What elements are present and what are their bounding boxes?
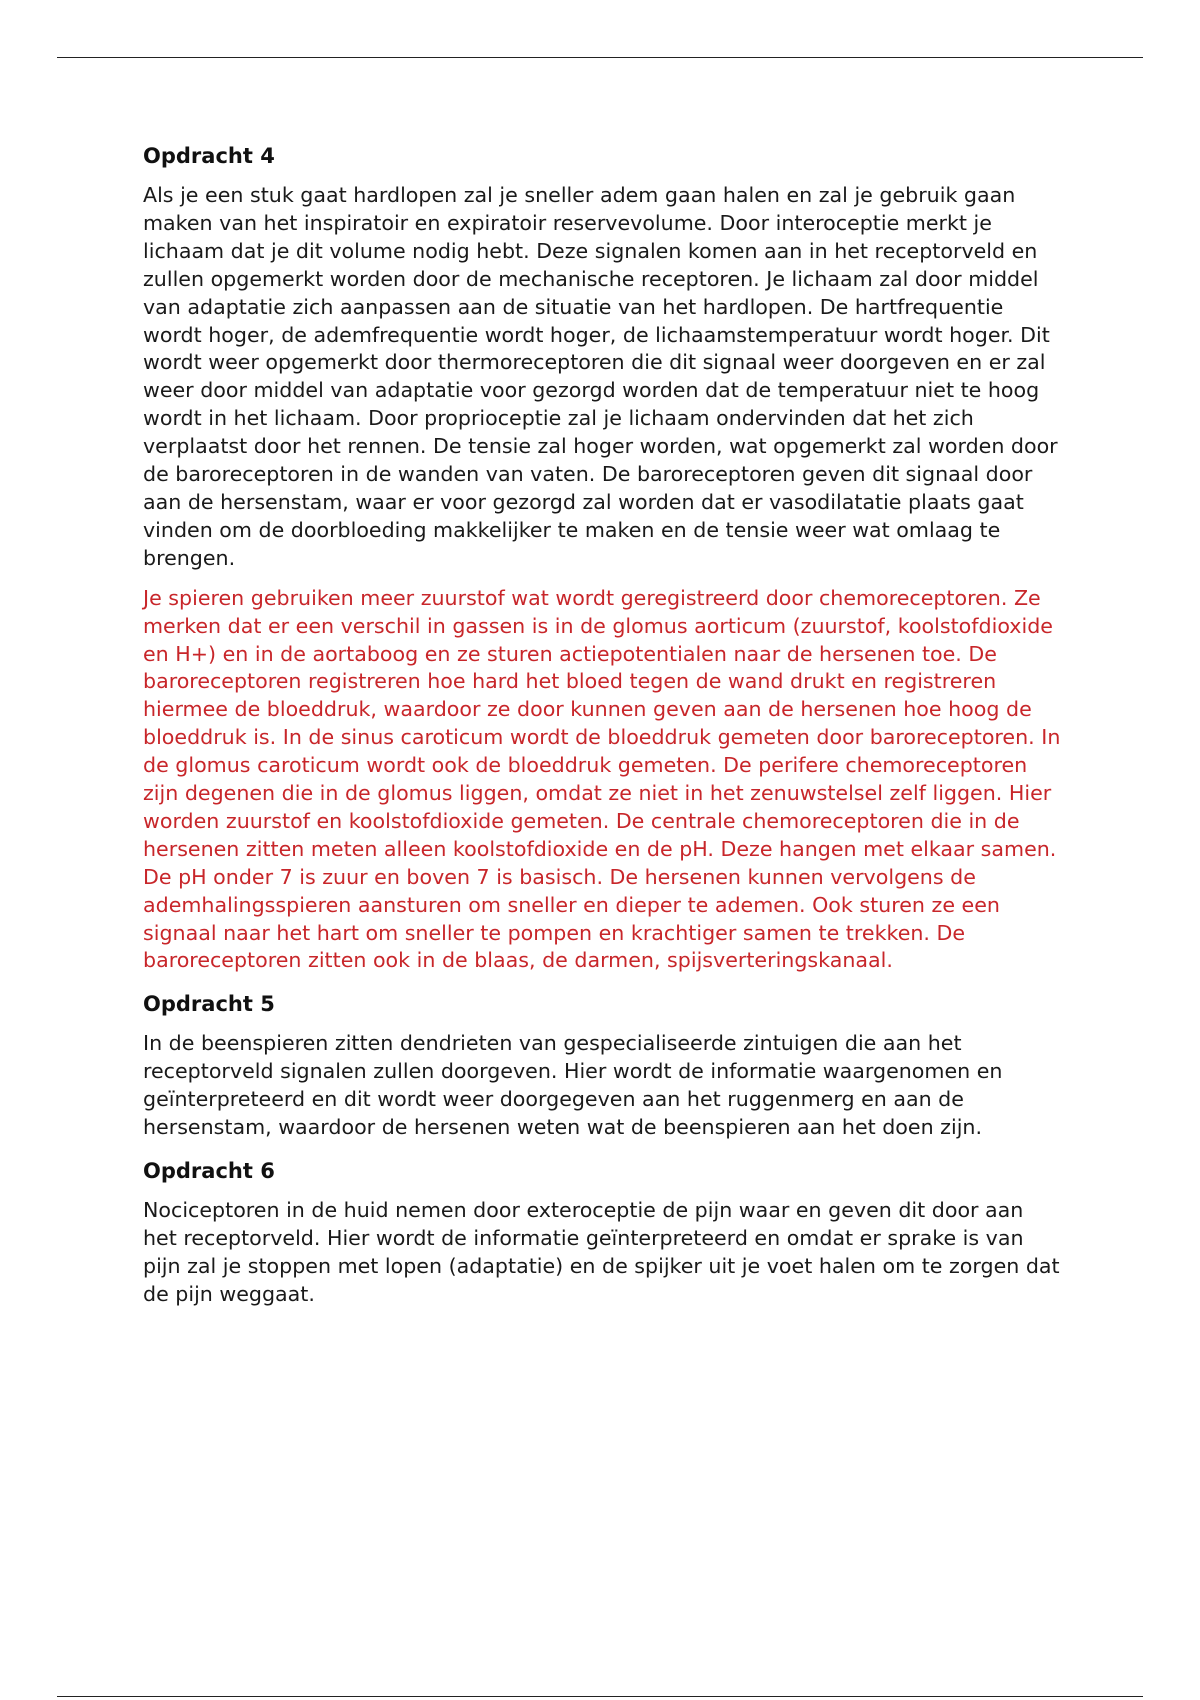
bottom-horizontal-rule	[57, 1696, 1143, 1697]
section-heading: Opdracht 5	[143, 992, 275, 1017]
body-paragraph: Nociceptoren in de huid nemen door exteroceptie de pijn waar en geven dit door aan het receptorveld. Hier wordt de informatie geïnterpreteerd en omdat er sprake is van pijn zal je stoppen met lopen (adaptatie) en de spijker uit je voet halen om te zorgen dat de pijn weggaat.	[143, 1198, 1060, 1306]
red-annotation-paragraph: Je spieren gebruiken meer zuurstof wat wordt geregistreerd door chemoreceptoren. Ze merken dat er een verschil in gassen is in de glomus aorticum (zuurstof, koolstofdioxide en H+) en in de aortaboog en ze sturen actiepotentialen naar de hersenen toe. De baroreceptoren registreren hoe hard het bloed tegen de wand drukt en registreren hiermee de bloeddruk, waardoor ze door kunnen geven aan de hersenen hoe hoog de bloeddruk is. In de sinus caroticum wordt de bloeddruk gemeten door baroreceptoren. In de glomus caroticum wordt ook de bloeddruk gemeten. De perifere chemoreceptoren zijn degenen die in de glomus liggen, omdat ze niet in het zenuwstelsel zelf liggen. Hier worden zuurstof en koolstofdioxide gemeten. De centrale chemoreceptoren die in de hersenen zitten meten alleen koolstofdioxide en de pH. Deze hangen met elkaar samen. De pH onder 7 is zuur en boven 7 is basisch. De hersenen kunnen vervolgens de ademhalingsspieren aansturen om sneller en dieper te ademen. Ook sturen ze een signaal naar het hart om sneller te pompen en krachtiger samen te trekken. De baroreceptoren zitten ook in de blaas, de darmen, spijsverteringskanaal.	[143, 585, 1061, 973]
section-opdracht-4	[143, 139, 1063, 975]
body-paragraph: In de beenspieren zitten dendrieten van gespecialiseerde zintuigen die aan het receptorveld signalen zullen doorgeven. Hier wordt de informatie waargenomen en geïnterpreteerd en dit wordt weer doorgegeven aan het ruggenmerg en aan de hersenstam, waardoor de hersenen weten wat de beenspieren aan het doen zijn.	[143, 1031, 1003, 1140]
section-heading: Opdracht 4	[143, 144, 275, 168]
section-heading: Opdracht 6	[143, 1159, 275, 1183]
section-opdracht-5	[143, 987, 1063, 1142]
top-horizontal-rule	[57, 57, 1143, 58]
section-opdracht-6	[143, 1154, 1063, 1309]
body-paragraph: Als je een stuk gaat hardlopen zal je sneller adem gaan halen en zal je gebruik gaan maken van het inspiratoir en expiratoir reservevolume. Door interoceptie merkt je lichaam dat je dit volume nodig hebt. Deze signalen komen aan in het receptorveld en zullen opgemerkt worden door de mechanische receptoren. Je lichaam zal door middel van adaptatie zich aanpassen aan de situatie van het hardlopen. De hartfrequentie wordt hoger, de ademfrequentie wordt hoger, de lichaamstemperatuur wordt hoger. Dit wordt weer opgemerkt door thermoreceptoren die dit signaal weer doorgeven en er zal weer door middel van adaptatie voor gezorgd worden dat de temperatuur niet te hoog wordt in het lichaam. Door proprioceptie zal je lichaam ondervinden dat het zich verplaatst door het rennen. De tensie zal hoger worden, wat opgemerkt zal worden door de baroreceptoren in de wanden van vaten. De baroreceptoren geven dit signaal door aan de hersenstam, waar er voor gezorgd zal worden dat er vasodilatatie plaats gaat vinden om de doorbloeding makkelijker te maken en de tensie weer wat omlaag te brengen.	[143, 183, 1058, 570]
document-body	[143, 139, 1063, 1309]
